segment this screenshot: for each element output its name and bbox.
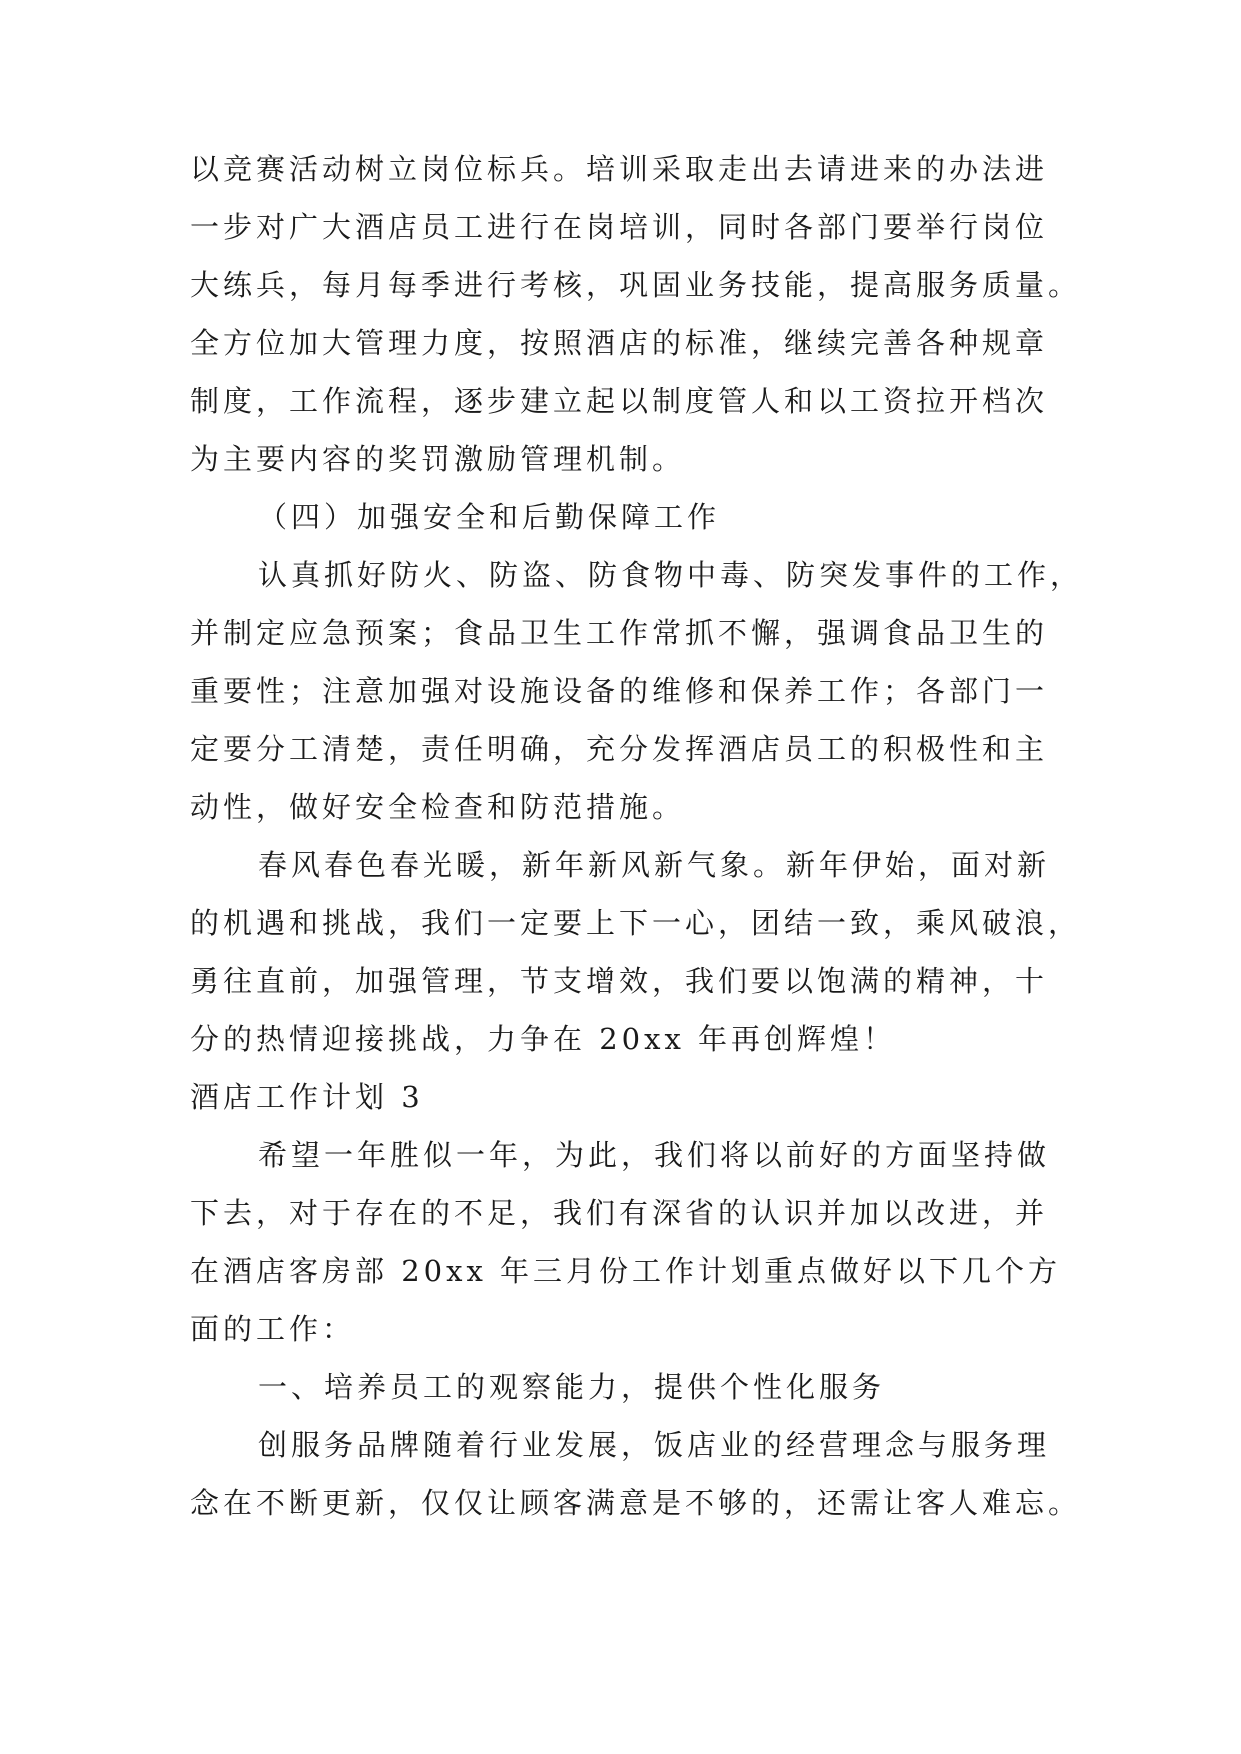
section-heading: 一、培养员工的观察能力，提供个性化服务 xyxy=(258,1370,886,1404)
paragraph-line: 春风春色春光暖，新年新风新气象。新年伊始，面对新 xyxy=(258,848,1051,882)
paragraph-line: 的机遇和挑战，我们一定要上下一心，团结一致，乘风破浪， xyxy=(190,906,1082,940)
paragraph-line: 面的工作： xyxy=(190,1312,356,1346)
paragraph-line: 认真抓好防火、防盗、防食物中毒、防突发事件的工作， xyxy=(258,558,1084,592)
paragraph-line: 下去，对于存在的不足，我们有深省的认识并加以改进，并 xyxy=(190,1196,1049,1230)
paragraph-line: 全方位加大管理力度，按照酒店的标准，继续完善各种规章 xyxy=(190,326,1049,360)
paragraph-line: 并制定应急预案；食品卫生工作常抓不懈，强调食品卫生的 xyxy=(190,616,1049,650)
section-heading: （四）加强安全和后勤保障工作 xyxy=(258,500,721,534)
paragraph-line: 以竞赛活动树立岗位标兵。培训采取走出去请进来的办法进 xyxy=(190,152,1049,186)
document-title: 酒店工作计划 3 xyxy=(190,1080,424,1114)
paragraph-line: 希望一年胜似一年，为此，我们将以前好的方面坚持做 xyxy=(258,1138,1051,1172)
paragraph-line: 创服务品牌随着行业发展，饭店业的经营理念与服务理 xyxy=(258,1428,1051,1462)
paragraph-line: 勇往直前，加强管理，节支增效，我们要以饱满的精神，十 xyxy=(190,964,1049,998)
paragraph-line: 分的热情迎接挑战，力争在 20xx 年再创辉煌！ xyxy=(190,1022,897,1056)
paragraph-line: 制度，工作流程，逐步建立起以制度管人和以工资拉开档次 xyxy=(190,384,1049,418)
paragraph-line: 重要性；注意加强对设施设备的维修和保养工作；各部门一 xyxy=(190,674,1049,708)
paragraph-line: 为主要内容的奖罚激励管理机制。 xyxy=(190,442,686,476)
paragraph-line: 在酒店客房部 20xx 年三月份工作计划重点做好以下几个方 xyxy=(190,1254,1062,1288)
paragraph-line: 一步对广大酒店员工进行在岗培训，同时各部门要举行岗位 xyxy=(190,210,1049,244)
paragraph-line: 定要分工清楚，责任明确，充分发挥酒店员工的积极性和主 xyxy=(190,732,1049,766)
paragraph-line: 大练兵，每月每季进行考核，巩固业务技能，提高服务质量。 xyxy=(190,268,1082,302)
paragraph-line: 动性，做好安全检查和防范措施。 xyxy=(190,790,686,824)
paragraph-line: 念在不断更新，仅仅让顾客满意是不够的，还需让客人难忘。 xyxy=(190,1486,1082,1520)
